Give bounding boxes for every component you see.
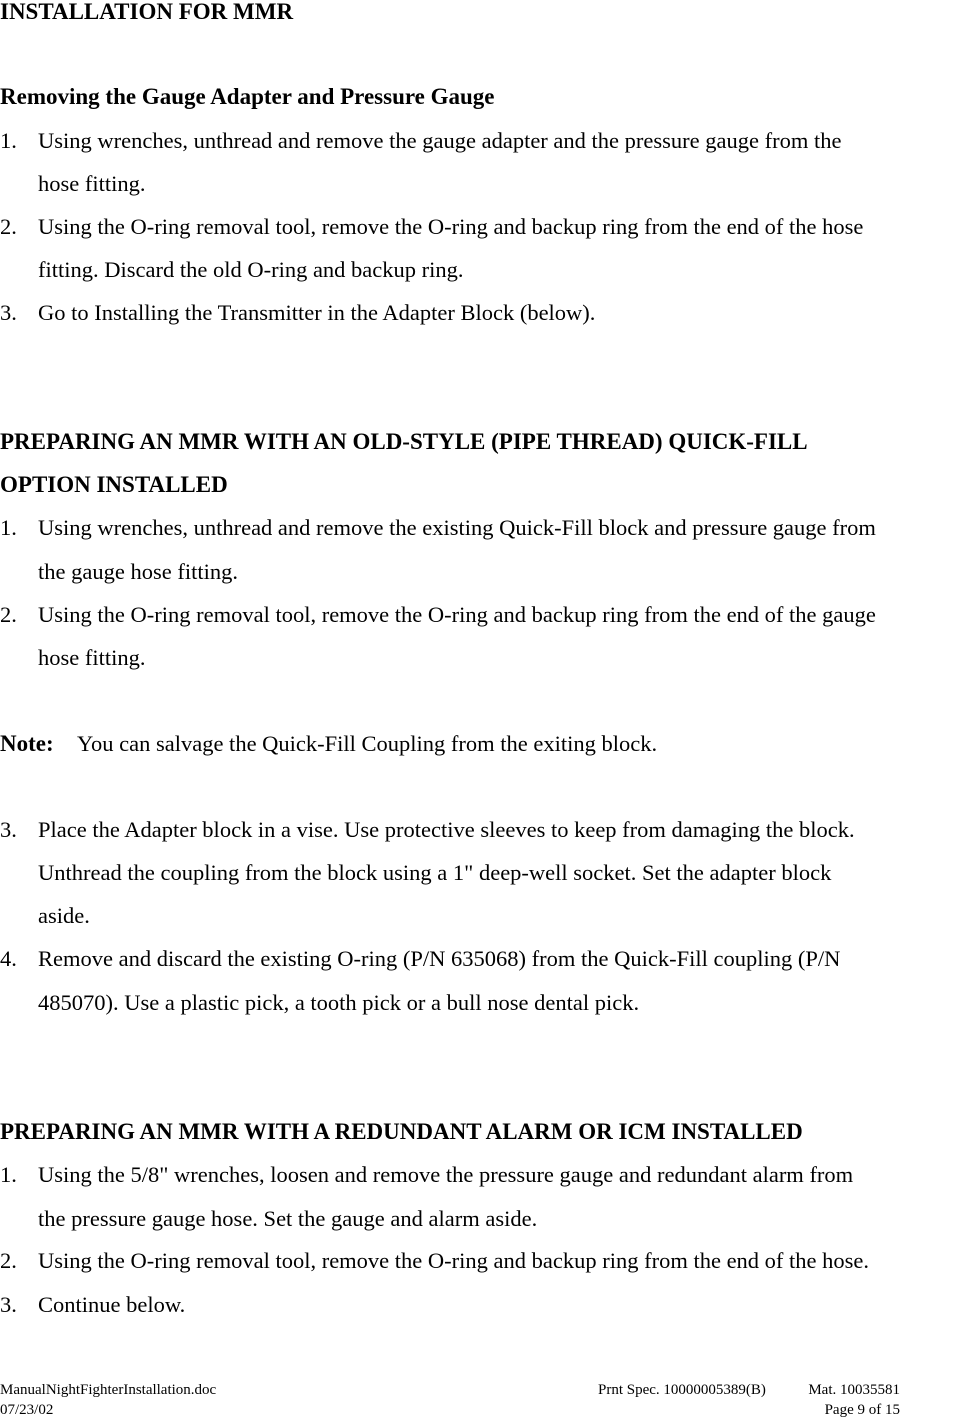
note-label: Note: (0, 731, 54, 756)
list-item-number: 2. (0, 602, 17, 627)
list-item-text: the pressure gauge hose. Set the gauge and alarm aside. (38, 1206, 538, 1231)
list-item-text: hose fitting. (38, 171, 146, 196)
list-item-text: the gauge hose fitting. (38, 559, 238, 584)
footer-page-number: Page 9 of 15 (824, 1402, 900, 1418)
list-item-text: Using the O-ring removal tool, remove the O-ring and backup ring from the end of the hose (38, 214, 864, 239)
footer-mat-number: Mat. 10035581 (808, 1382, 900, 1398)
list-item-text: Using the O-ring removal tool, remove the O-ring and backup ring from the end of the hose. (38, 1248, 870, 1273)
footer-print-spec: Prnt Spec. 10000005389(B) (598, 1382, 766, 1398)
list-item-number: 1. (0, 1162, 17, 1187)
section-heading-redundant-alarm: PREPARING AN MMR WITH A REDUNDANT ALARM OR ICM INSTALLED (0, 1119, 803, 1144)
list-item-text: Remove and discard the existing O-ring (P/N 635068) from the Quick-Fill coupling (P/N (38, 946, 841, 971)
note-text: You can salvage the Quick-Fill Coupling from the exiting block. (77, 731, 658, 756)
section-heading-old-style-quick-fill-cont: OPTION INSTALLED (0, 472, 228, 497)
list-item-number: 1. (0, 515, 17, 540)
list-item-number: 4. (0, 946, 17, 971)
footer-filename: ManualNightFighterInstallation.doc (0, 1382, 217, 1398)
section-heading-removing-gauge: Removing the Gauge Adapter and Pressure Gauge (0, 84, 495, 109)
list-item-text: Using wrenches, unthread and remove the gauge adapter and the pressure gauge from the (38, 128, 842, 153)
section-heading-old-style-quick-fill: PREPARING AN MMR WITH AN OLD-STYLE (PIPE THREAD) QUICK-FILL (0, 429, 808, 454)
footer-date: 07/23/02 (0, 1402, 54, 1418)
list-item-text: Using wrenches, unthread and remove the existing Quick-Fill block and pressure gauge from (38, 515, 876, 540)
list-item-text: Using the 5/8" wrenches, loosen and remove the pressure gauge and redundant alarm from (38, 1162, 854, 1187)
list-item-text: Using the O-ring removal tool, remove the O-ring and backup ring from the end of the gauge (38, 602, 876, 627)
list-item-number: 3. (0, 817, 17, 842)
list-item-text: Unthread the coupling from the block using a 1" deep-well socket. Set the adapter block (38, 860, 832, 885)
list-item-number: 2. (0, 214, 17, 239)
list-item-number: 3. (0, 300, 17, 325)
list-item-number: 1. (0, 128, 17, 153)
list-item-number: 3. (0, 1292, 17, 1317)
list-item-text: Go to Installing the Transmitter in the Adapter Block (below). (38, 300, 596, 325)
list-item-text: Continue below. (38, 1292, 186, 1317)
page-title: INSTALLATION FOR MMR (0, 0, 294, 24)
list-item-text: aside. (38, 903, 90, 928)
list-item-text: 485070). Use a plastic pick, a tooth pick or a bull nose dental pick. (38, 990, 640, 1015)
list-item-number: 2. (0, 1248, 17, 1273)
list-item-text: Place the Adapter block in a vise. Use protective sleeves to keep from damaging the block. (38, 817, 855, 842)
list-item-text: hose fitting. (38, 645, 146, 670)
list-item-text: fitting. Discard the old O-ring and backup ring. (38, 257, 464, 282)
